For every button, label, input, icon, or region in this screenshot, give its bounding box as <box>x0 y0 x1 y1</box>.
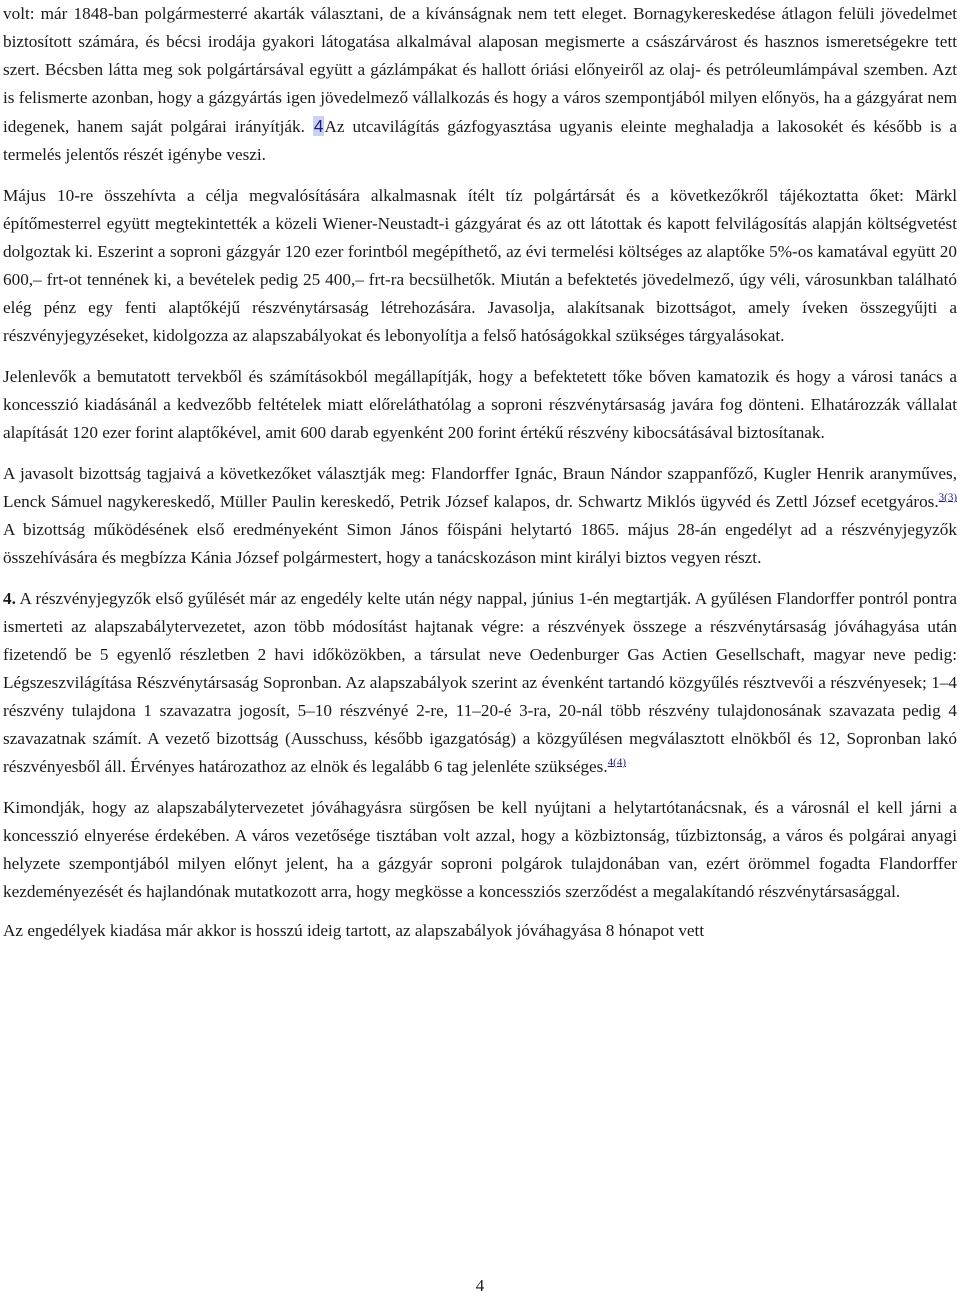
paragraph-1 <box>3 0 957 169</box>
paragraph-7: Az engedélyek kiadása már akkor is hosszú ideig tartott, az alapszabályok jóváhagyása 8 hónapot vett <box>3 921 705 940</box>
document-body <box>3 0 957 945</box>
section-number: 4. <box>3 589 16 608</box>
paragraph-1-text-b: Az utcavilágítás gázfogyasztása ugyanis eleinte meghaladja a lakosokét és később is a termelés jelentős részét igénybe veszi. <box>3 117 958 164</box>
paragraph-4-text-a: A javasolt bizottság tagjaivá a következőket választják meg: Flandorffer Ignác, Braun Nándor szappanfőző, Kugler Henrik aranyműves, Lenck Sámuel nagykereskedő, Müller Paulin kereskedő, Petrik József kalapos, dr. Schwartz Miklós ügyvéd és Zettl József ecetgyáros. <box>3 464 957 511</box>
paragraph-5 <box>3 585 957 781</box>
paragraph-2: Május 10-re összehívta a célja megvalósítására alkalmasnak ítélt tíz polgártársát és a következőkről tájékoztatta őket: Märkl építőmesterrel együtt megtekintették a közeli Wiener-Neustadt-i gázgyárat és az ott látottak és kapott felvilágosítás alapján költségvetést dolgoztak ki. Eszerint a soproni gázgyár 120 ezer forintból megépíthető, az évi termelési költséges az alaptőke 5%-os kamatával együtt 20 600,– frt-ot tennének ki, a bevételek pedig 25 400,– frt-ra becsülhetők. Miután a befektetés jövedelmező, úgy véli, városunkban található elég pénz egy fenti alaptőkéjű részvénytársaság létrehozására. Javasolja, alakítsanak bizottságot, amely íveken összegyűjti a részvényjegyzéseket, kidolgozza az alapszabályokat és lebonyolítja a felső hatóságokkal szükséges tárgyalásokat. <box>3 186 957 345</box>
paragraph-1-line-1: volt: már 1848-ban polgármesterré akarták választani, de a kívánságnak nem tett eleget. <box>3 4 627 23</box>
paragraph-1-text-a: Bornagykereskedése átlagon felüli jövedelmet biztosított számára, és bécsi irodája gyakori látogatása alkalmával alaposan megismerte a császárvárost és hasznos ismeretségekre tett szert. Bécsben látta meg sok polgártársával együtt a gázlámpákat és hallott óriási előnyeiről az olaj- és petróleumlámpával szemben. Azt is felismerte azonban, hogy a gázgyártás igen jövedelmező vállalkozás és hogy a város szempontjából milyen előnyös, ha a gázgyárat nem idegenek, hanem saját polgárai irányítják. <box>3 4 957 136</box>
footnote-link-4[interactable]: 4(4) <box>607 756 626 769</box>
highlighted-marker[interactable]: 4 <box>313 116 324 136</box>
paragraph-4 <box>3 460 957 572</box>
paragraph-4-text-b: A bizottság működésének első eredményeként Simon János főispáni helytartó 1865. május 28-án engedélyt ad a részvényjegyzők összehívására és megbízza Kánia József polgármestert, hogy a tanácskozáson mint királyi biztos vegyen részt. <box>3 520 957 567</box>
footnote-link-3[interactable]: 3(3) <box>938 491 957 504</box>
paragraph-5-text: A részvényjegyzők első gyűlését már az engedély kelte után négy nappal, június 1-én megtartják. A gyűlésen Flandorffer pontról pontra ismerteti az alapszabálytervezetet, azon több módosítást hajtanak végre: a részvények összege a részvénytársaság jóváhagyása után fizetendő be 5 egyenlő részletben 2 havi időközökben, a társulat neve Oedenburger Gas Actien Gesellschaft, magyar neve pedig: Légszeszvilágítása Részvénytársaság Sopronban. Az alapszabályok szerint az évenként tartandó közgyűlés résztvevői a részvényesek; 1–4 részvény tulajdona 1 szavazatra jogosít, 5–10 részvényé 2-re, 11–20-é 3-ra, 20-nál több részvény tulajdonosának szavazata pedig 4 szavazatnak számít. A vezető bizottság (Ausschuss, később igazgatóság) a közgyűlésen megválasztott elnökből és 12, Sopronban lakó részvényesből áll. Érvényes határozathoz az elnök és legalább 6 tag jelenléte szükséges. <box>3 589 957 776</box>
page-number: 4 <box>475 1276 485 1295</box>
paragraph-3: Jelenlevők a bemutatott tervekből és számításokból megállapítják, hogy a befektetett tőke bőven kamatozik és hogy a városi tanács a koncesszió kiadásánál a kedvezőbb feltételek miatt előreláthatólag a soproni részvénytársaság javára fog dönteni. Elhatározzák vállalat alapítását 120 ezer forint alaptőkével, amit 600 darab egyenként 200 forint értékű részvény kibocsátásával biztosítanak. <box>3 367 957 442</box>
paragraph-6: Kimondják, hogy az alapszabálytervezetet jóváhagyásra sürgősen be kell nyújtani a helytartótanácsnak, és a városnál el kell járni a koncesszió elnyerése érdekében. A város vezetősége tisztában volt azzal, hogy a közbiztonság, tűzbiztonság, a város és polgárai anyagi helyzete szempontjából milyen előnyt jelent, ha a gázgyár soproni polgárok tulajdonában van, ezért örömmel fogadta Flandorffer kezdeményezését és hajlandónak mutatkozott arra, hogy megkösse a koncessziós szerződést a megalakítandó részvénytársasággal. <box>3 798 957 901</box>
